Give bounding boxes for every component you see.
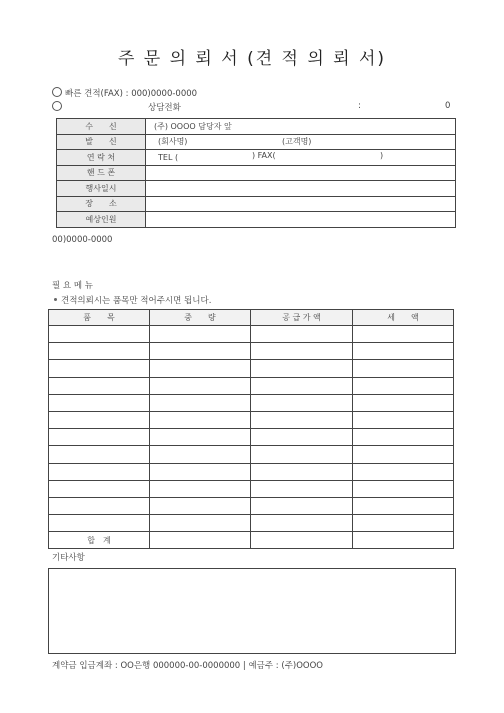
table-row xyxy=(49,515,454,532)
consult-label: 상담전화 xyxy=(148,103,181,113)
items-header-row xyxy=(49,310,454,326)
fax-close: ) xyxy=(380,151,384,160)
document-title: 주 문 의 뢰 서 (견 적 의 뢰 서) xyxy=(117,49,387,69)
header-tax: 세 액 xyxy=(352,310,453,326)
table-row xyxy=(49,411,454,428)
menu-note xyxy=(54,294,211,306)
value-mobile[interactable] xyxy=(146,165,456,181)
table-row xyxy=(49,446,454,463)
value-place[interactable] xyxy=(146,196,456,212)
bullet-icon xyxy=(54,298,57,301)
value-sender[interactable] xyxy=(146,134,456,150)
menu-note-text: 견적의뢰시는 품목만 적어주시면 됩니다. xyxy=(61,296,212,306)
items-table xyxy=(48,309,454,549)
total-row xyxy=(49,532,454,549)
fax-field: ) FAX( xyxy=(252,151,276,160)
footer-bank-info: 계약금 입금계좌 : OO은행 000000-00-0000000 | 예금주 : (주)OOOO xyxy=(52,661,323,671)
notes-label: 기타사항 xyxy=(52,553,85,563)
table-row xyxy=(49,326,454,343)
label-receiver: 수 신 xyxy=(57,119,146,135)
total-label: 합 계 xyxy=(49,532,150,549)
consult-line xyxy=(52,101,452,113)
table-row xyxy=(49,429,454,446)
info-row-attendees xyxy=(57,212,456,228)
table-row xyxy=(49,394,454,411)
label-contact: 연 락 처 xyxy=(57,150,146,166)
table-row xyxy=(49,463,454,480)
table-row xyxy=(49,497,454,514)
info-row-receiver xyxy=(57,119,456,135)
value-contact[interactable] xyxy=(146,150,456,166)
fax-line xyxy=(52,87,197,99)
fax-text: 빠른 견적(FAX) : 000)0000-0000 xyxy=(65,89,198,99)
tel-field: TEL ( xyxy=(158,152,179,162)
value-event-date[interactable] xyxy=(146,181,456,197)
header-item: 품 목 xyxy=(49,310,150,326)
label-mobile: 핸 드 폰 xyxy=(57,165,146,181)
circle-icon xyxy=(52,87,62,97)
info-row-mobile xyxy=(57,165,456,181)
table-row xyxy=(49,480,454,497)
info-row-contact xyxy=(57,150,456,166)
table-row xyxy=(49,360,454,377)
value-receiver[interactable]: (주) OOOO 담당자 앞 xyxy=(146,119,456,135)
company-name-field: (회사명) xyxy=(158,137,188,147)
table-row xyxy=(49,377,454,394)
header-weight: 중 량 xyxy=(150,310,251,326)
table-row xyxy=(49,343,454,360)
phone-number: 00)0000-0000 xyxy=(52,235,113,245)
label-event-date: 행사일시 xyxy=(57,181,146,197)
info-row-sender xyxy=(57,134,456,150)
menu-heading: 필 요 메 뉴 xyxy=(52,281,93,291)
value-attendees[interactable] xyxy=(146,212,456,228)
label-place: 장 소 xyxy=(57,196,146,212)
order-info-table xyxy=(56,118,456,228)
info-row-event-date xyxy=(57,181,456,197)
header-supply-price: 공 급 가 액 xyxy=(251,310,353,326)
notes-box[interactable] xyxy=(48,568,456,654)
customer-name-field: (고객명) xyxy=(282,136,312,146)
label-sender: 발 신 xyxy=(57,134,146,150)
consult-value: 0 xyxy=(445,101,451,111)
circle-icon xyxy=(52,101,62,111)
consult-colon: : xyxy=(358,101,361,111)
label-attendees: 예상인원 xyxy=(57,212,146,228)
info-row-place xyxy=(57,196,456,212)
